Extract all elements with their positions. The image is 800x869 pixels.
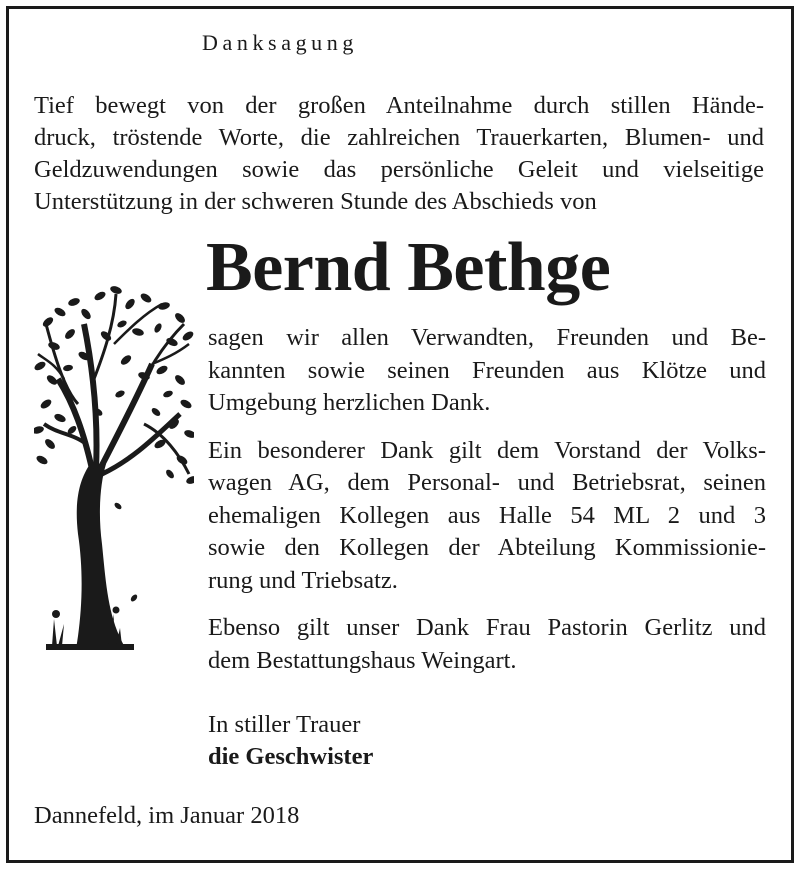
intro-line: druck, tröstende Worte, die zahlreichen Trauerkarten, Blumen- und (34, 124, 764, 151)
text-line: Umgebung herzlichen Dank. (208, 389, 491, 416)
text-line: rung und Triebsatz. (208, 566, 398, 594)
intro-line: Tief bewegt von der großen Anteilnahme durch stillen Hände- (34, 92, 764, 119)
tree-icon (34, 284, 194, 654)
paragraph (208, 322, 766, 420)
text-line: sagen wir allen Verwandten, Freunden und Be- (208, 324, 766, 351)
intro-text (34, 90, 764, 218)
text-line: Ein besonderer Dank gilt dem Vorstand der Volks- (208, 436, 766, 464)
thanks-text (208, 322, 766, 692)
notice-heading: Danksagung (202, 30, 358, 55)
paragraph (208, 612, 766, 677)
text-line: ehemaligen Kollegen aus Halle 54 ML 2 und 3 (208, 501, 766, 529)
place-date: Dannefeld, im Januar 2018 (34, 802, 300, 829)
paragraph (208, 435, 766, 598)
signature: die Geschwister (208, 743, 374, 770)
closing-text: In stiller Trauer (208, 711, 361, 738)
text-line: sowie den Kollegen der Abteilung Kommissionie- (208, 534, 766, 561)
text-line: dem Bestattungshaus Weingart. (208, 646, 517, 674)
intro-line: Unterstützung in der schweren Stunde des Abschieds von (34, 188, 597, 215)
text-line: Ebenso gilt unser Dank Frau Pastorin Gerlitz und (208, 614, 766, 641)
signature-block (208, 709, 373, 773)
intro-line: Geldzuwendungen sowie das persönliche Geleit und vielseitige (34, 156, 764, 183)
text-line: kannten sowie seinen Freunden aus Klötze und (208, 356, 766, 384)
text-line: wagen AG, dem Personal- und Betriebsrat, seinen (208, 469, 766, 496)
deceased-name: Bernd Bethge (206, 229, 611, 306)
